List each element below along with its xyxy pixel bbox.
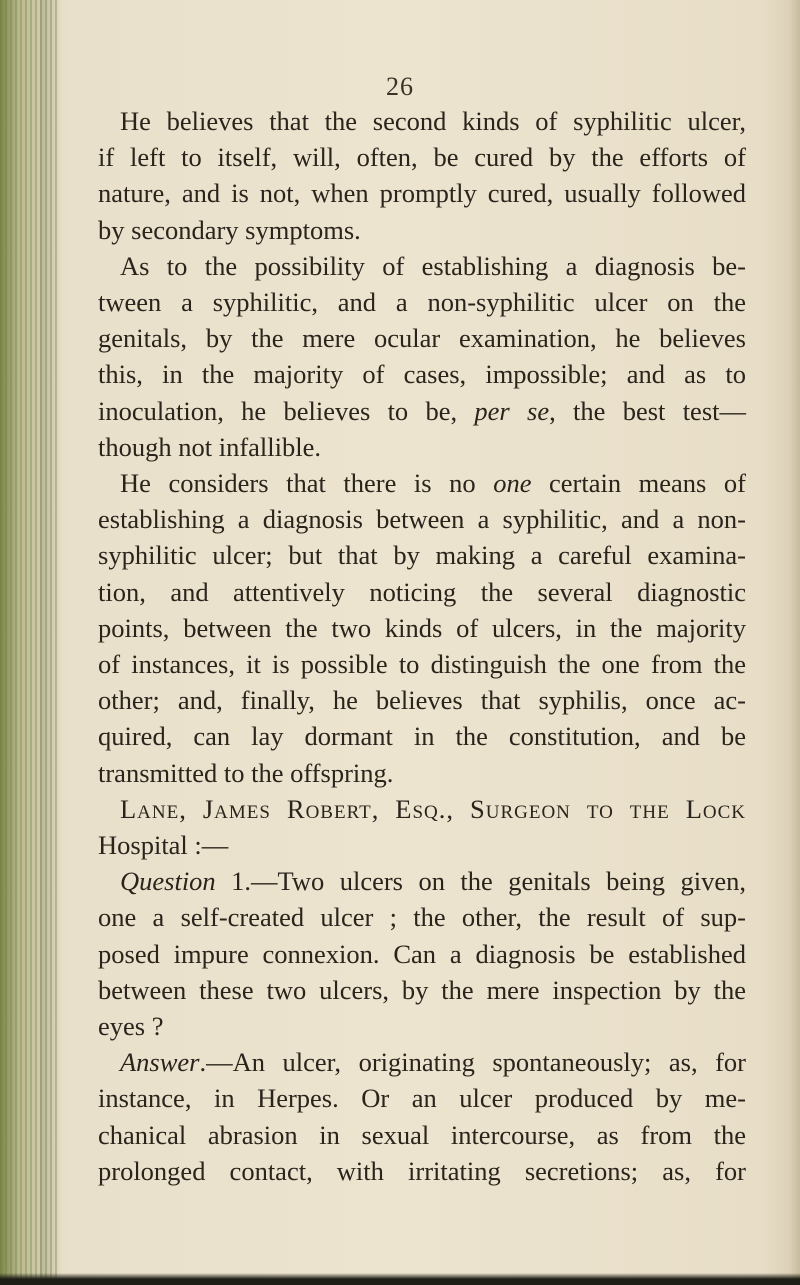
- text-line: though not infallible.: [98, 431, 322, 462]
- text-line: As to the possibility of establishing a diagnosis be-: [120, 250, 746, 281]
- page-right-edge: [790, 0, 800, 1285]
- text-line: points, between the two kinds of ulcers, in the majority: [98, 612, 746, 643]
- question-line: Question 1.—Two ulcers on the genitals being given,: [120, 866, 746, 897]
- text-line: instance, in Herpes. Or an ulcer produced by me-: [98, 1083, 746, 1114]
- text-line: nature, and is not, when promptly cured, usually followed: [98, 178, 746, 209]
- text-line: if left to itself, will, often, be cured by the efforts of: [98, 142, 746, 173]
- text-line: by secondary symptoms.: [98, 214, 361, 245]
- page-bottom-edge: [0, 1273, 800, 1285]
- text-line: this, in the majority of cases, impossible; and as to: [98, 359, 746, 390]
- text-line: tion, and attentively noticing the several diagnostic: [98, 576, 746, 607]
- text-line: transmitted to the offspring.: [98, 757, 394, 788]
- body-text: [98, 103, 746, 1189]
- text-line: syphilitic ulcer; but that by making a careful examina-: [98, 540, 746, 571]
- text-line: of instances, it is possible to distinguish the one from the: [98, 649, 746, 680]
- text-line: tween a syphilitic, and a non-syphilitic ulcer on the: [98, 287, 746, 318]
- text-line: eyes ?: [98, 1011, 164, 1042]
- text-line: Hospital :—: [98, 830, 229, 861]
- text-line: posed impure connexion. Can a diagnosis be established: [98, 938, 746, 969]
- witness-heading: Lane, James Robert, Esq., Surgeon to the Lock: [120, 793, 746, 824]
- text-line-italic-per-se: inoculation, he believes to be, per se, the best test—: [98, 395, 746, 426]
- gutter-shadow: [40, 0, 62, 1285]
- text-line: quired, can lay dormant in the constitution, and be: [98, 721, 746, 752]
- text-line: prolonged contact, with irritating secretions; as, for: [98, 1155, 746, 1186]
- text-line: genitals, by the mere ocular examination, he believes: [98, 323, 746, 354]
- text-line: one a self-created ulcer ; the other, the result of sup-: [98, 902, 746, 933]
- text-line: chanical abrasion in sexual intercourse, as from the: [98, 1119, 746, 1150]
- text-line: establishing a diagnosis between a syphilitic, and a non-: [98, 504, 746, 535]
- answer-line: Answer.—An ulcer, originating spontaneously; as, for: [120, 1047, 746, 1078]
- text-line-italic-one: He considers that there is no one certain means of: [120, 468, 746, 499]
- text-line: between these two ulcers, by the mere inspection by the: [98, 974, 746, 1005]
- text-line: other; and, finally, he believes that syphilis, once ac-: [98, 685, 746, 716]
- text-line: He believes that the second kinds of syphilitic ulcer,: [120, 106, 746, 136]
- page-number: 26: [386, 72, 414, 101]
